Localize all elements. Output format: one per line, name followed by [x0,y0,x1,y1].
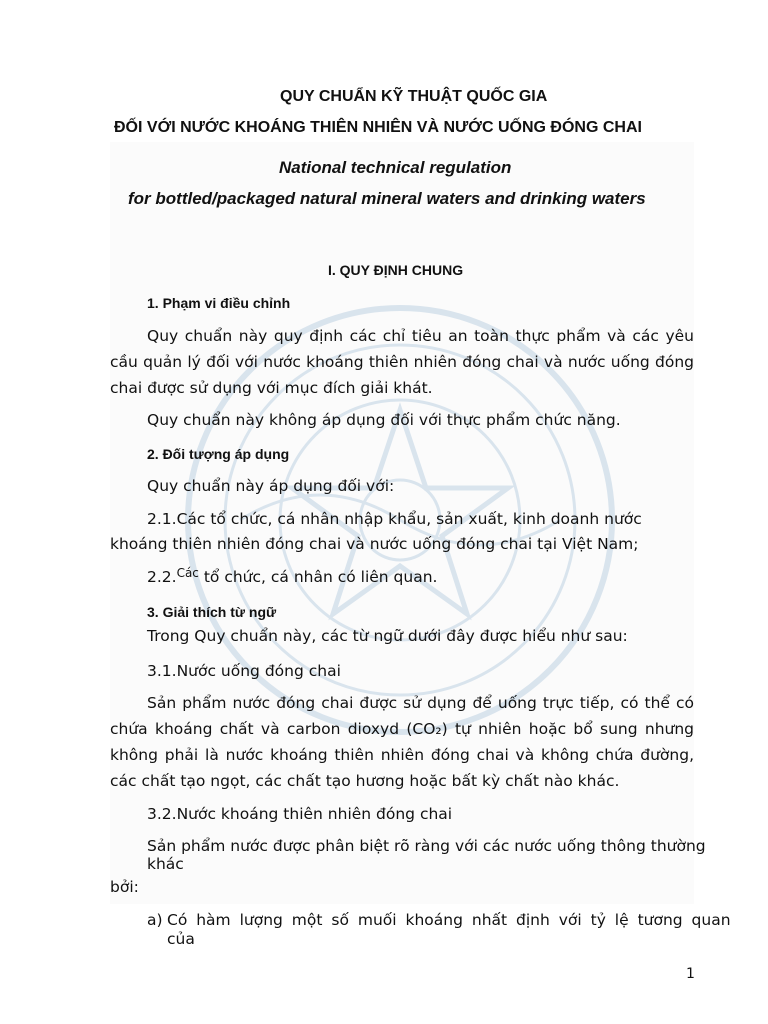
item-2-1-line-2: khoáng thiên nhiên đóng chai và nước uống đóng chai tại Việt Nam; [110,535,639,553]
list-item-a-line-2: của [167,930,195,948]
paragraph-exclusion: Quy chuẩn này không áp dụng đối với thực phẩm chức năng. [147,411,621,429]
heading-applicability: 2. Đối tượng áp dụng [147,446,290,462]
title-vietnamese-line-1: QUY CHUẨN KỸ THUẬT QUỐC GIA [280,88,548,105]
definition-3-2-heading: 3.2.Nước khoáng thiên nhiên đóng chai [147,805,453,823]
paragraph-applies-to: Quy chuẩn này áp dụng đối với: [147,477,395,495]
paragraph-scope: Quy chuẩn này quy định các chỉ tiêu an toàn thực phẩm và các yêu cầu quản lý đối với nước khoáng thiên nhiên đóng chai và nước uống đóng chai được sử dụng với mục đích giải khát. [110,327,694,397]
item-2-1-line-1: 2.1.Các tổ chức, cá nhân nhập khẩu, sản xuất, kinh doanh nước [147,510,642,528]
title-english-line-1: National technical regulation [279,158,512,177]
heading-scope: 1. Phạm vi điều chỉnh [147,295,291,311]
section-heading: I. QUY ĐỊNH CHUNG [328,262,464,278]
definition-3-1-text: Sản phẩm nước đóng chai được sử dụng để uống trực tiếp, có thể có chứa khoáng chất và carbon dioxyd (CO₂) tự nhiên hoặc bổ sung nhưng không phải là nước khoáng thiên nhiên đóng chai và không chứa đường, các chất tạo ngọt, các chất tạo hương hoặc bất kỳ chất nào khác. [110,694,694,790]
definition-3-2-line-1: Sản phẩm nước được phân biệt rõ ràng với các nước uống thông thường [147,837,706,855]
definition-3-2-line-3: bởi: [110,878,139,896]
definition-3-1-heading: 3.1.Nước uống đóng chai [147,662,341,680]
heading-definitions: 3. Giải thích từ ngữ [147,604,277,620]
paragraph-definitions-intro: Trong Quy chuẩn này, các từ ngữ dưới đây được hiểu như sau: [147,627,628,645]
page-number: 1 [686,966,695,982]
item-2-2-prefix: 2.2. [147,568,177,586]
item-2-2-superscript: Các [176,566,199,580]
definition-3-2-line-2: khác [147,855,184,873]
item-2-2-text: tổ chức, cá nhân có liên quan. [198,568,438,586]
item-2-2 [147,568,437,586]
list-item-a-marker: a) [147,911,163,929]
list-item-a-line-1: Có hàm lượng một số muối khoáng nhất định với tỷ lệ tương quan [167,911,731,929]
title-english-line-2: for bottled/packaged natural mineral waters and drinking waters [128,189,646,208]
title-vietnamese-line-2: ĐỐI VỚI NƯỚC KHOÁNG THIÊN NHIÊN VÀ NƯỚC UỐNG ĐÓNG CHAI [114,119,642,136]
